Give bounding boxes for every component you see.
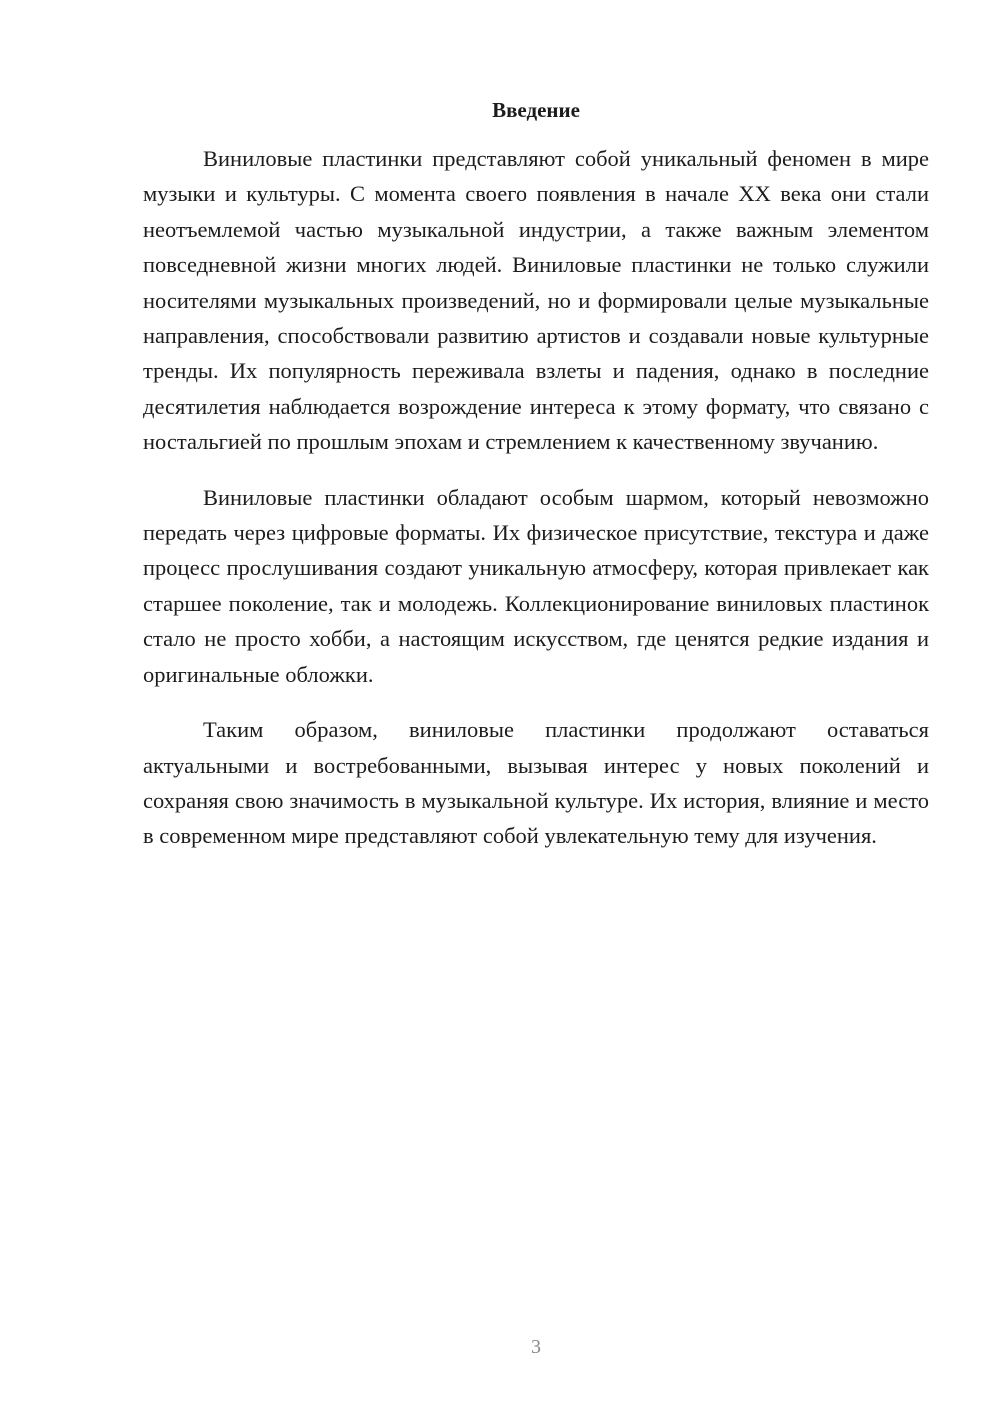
paragraph: Таким образом, виниловые пластинки продолжают оставаться актуальными и востребованными, вызывая интерес у новых поколений и сохраняя свою значимость в музыкальной культуре. Их история, влияние и место в современном мире представляют собой увлекательную тему для изучения. <box>143 717 929 849</box>
page-number: 3 <box>531 1336 541 1358</box>
section-heading: Введение <box>492 98 580 122</box>
paragraph: Виниловые пластинки обладают особым шармом, который невозможно передать через цифровые форматы. Их физическое присутствие, текстура и даже процесс прослушивания создают уникальную атмосферу, которая привлекает как старшее поколение, так и молодежь. Коллекционирование виниловых пластинок стало не просто хобби, а настоящим искусством, где ценятся редкие издания и оригинальные обложки. <box>143 484 929 687</box>
paragraph: Виниловые пластинки представляют собой уникальный феномен в мире музыки и культуры. С момента своего появления в начале XX века они стали неотъемлемой частью музыкальной индустрии, а также важным элементом повседневной жизни многих людей. Виниловые пластинки не только служили носителями музыкальных произведений, но и формировали целые музыкальные направления, способствовали развитию артистов и создавали новые культурные тренды. Их популярность переживала взлеты и падения, однако в последние десятилетия наблюдается возрождение интереса к этому формату, что связано с ностальгией по прошлым эпохам и стремлением к качественному звучанию. <box>143 146 929 455</box>
body-text <box>143 141 929 854</box>
